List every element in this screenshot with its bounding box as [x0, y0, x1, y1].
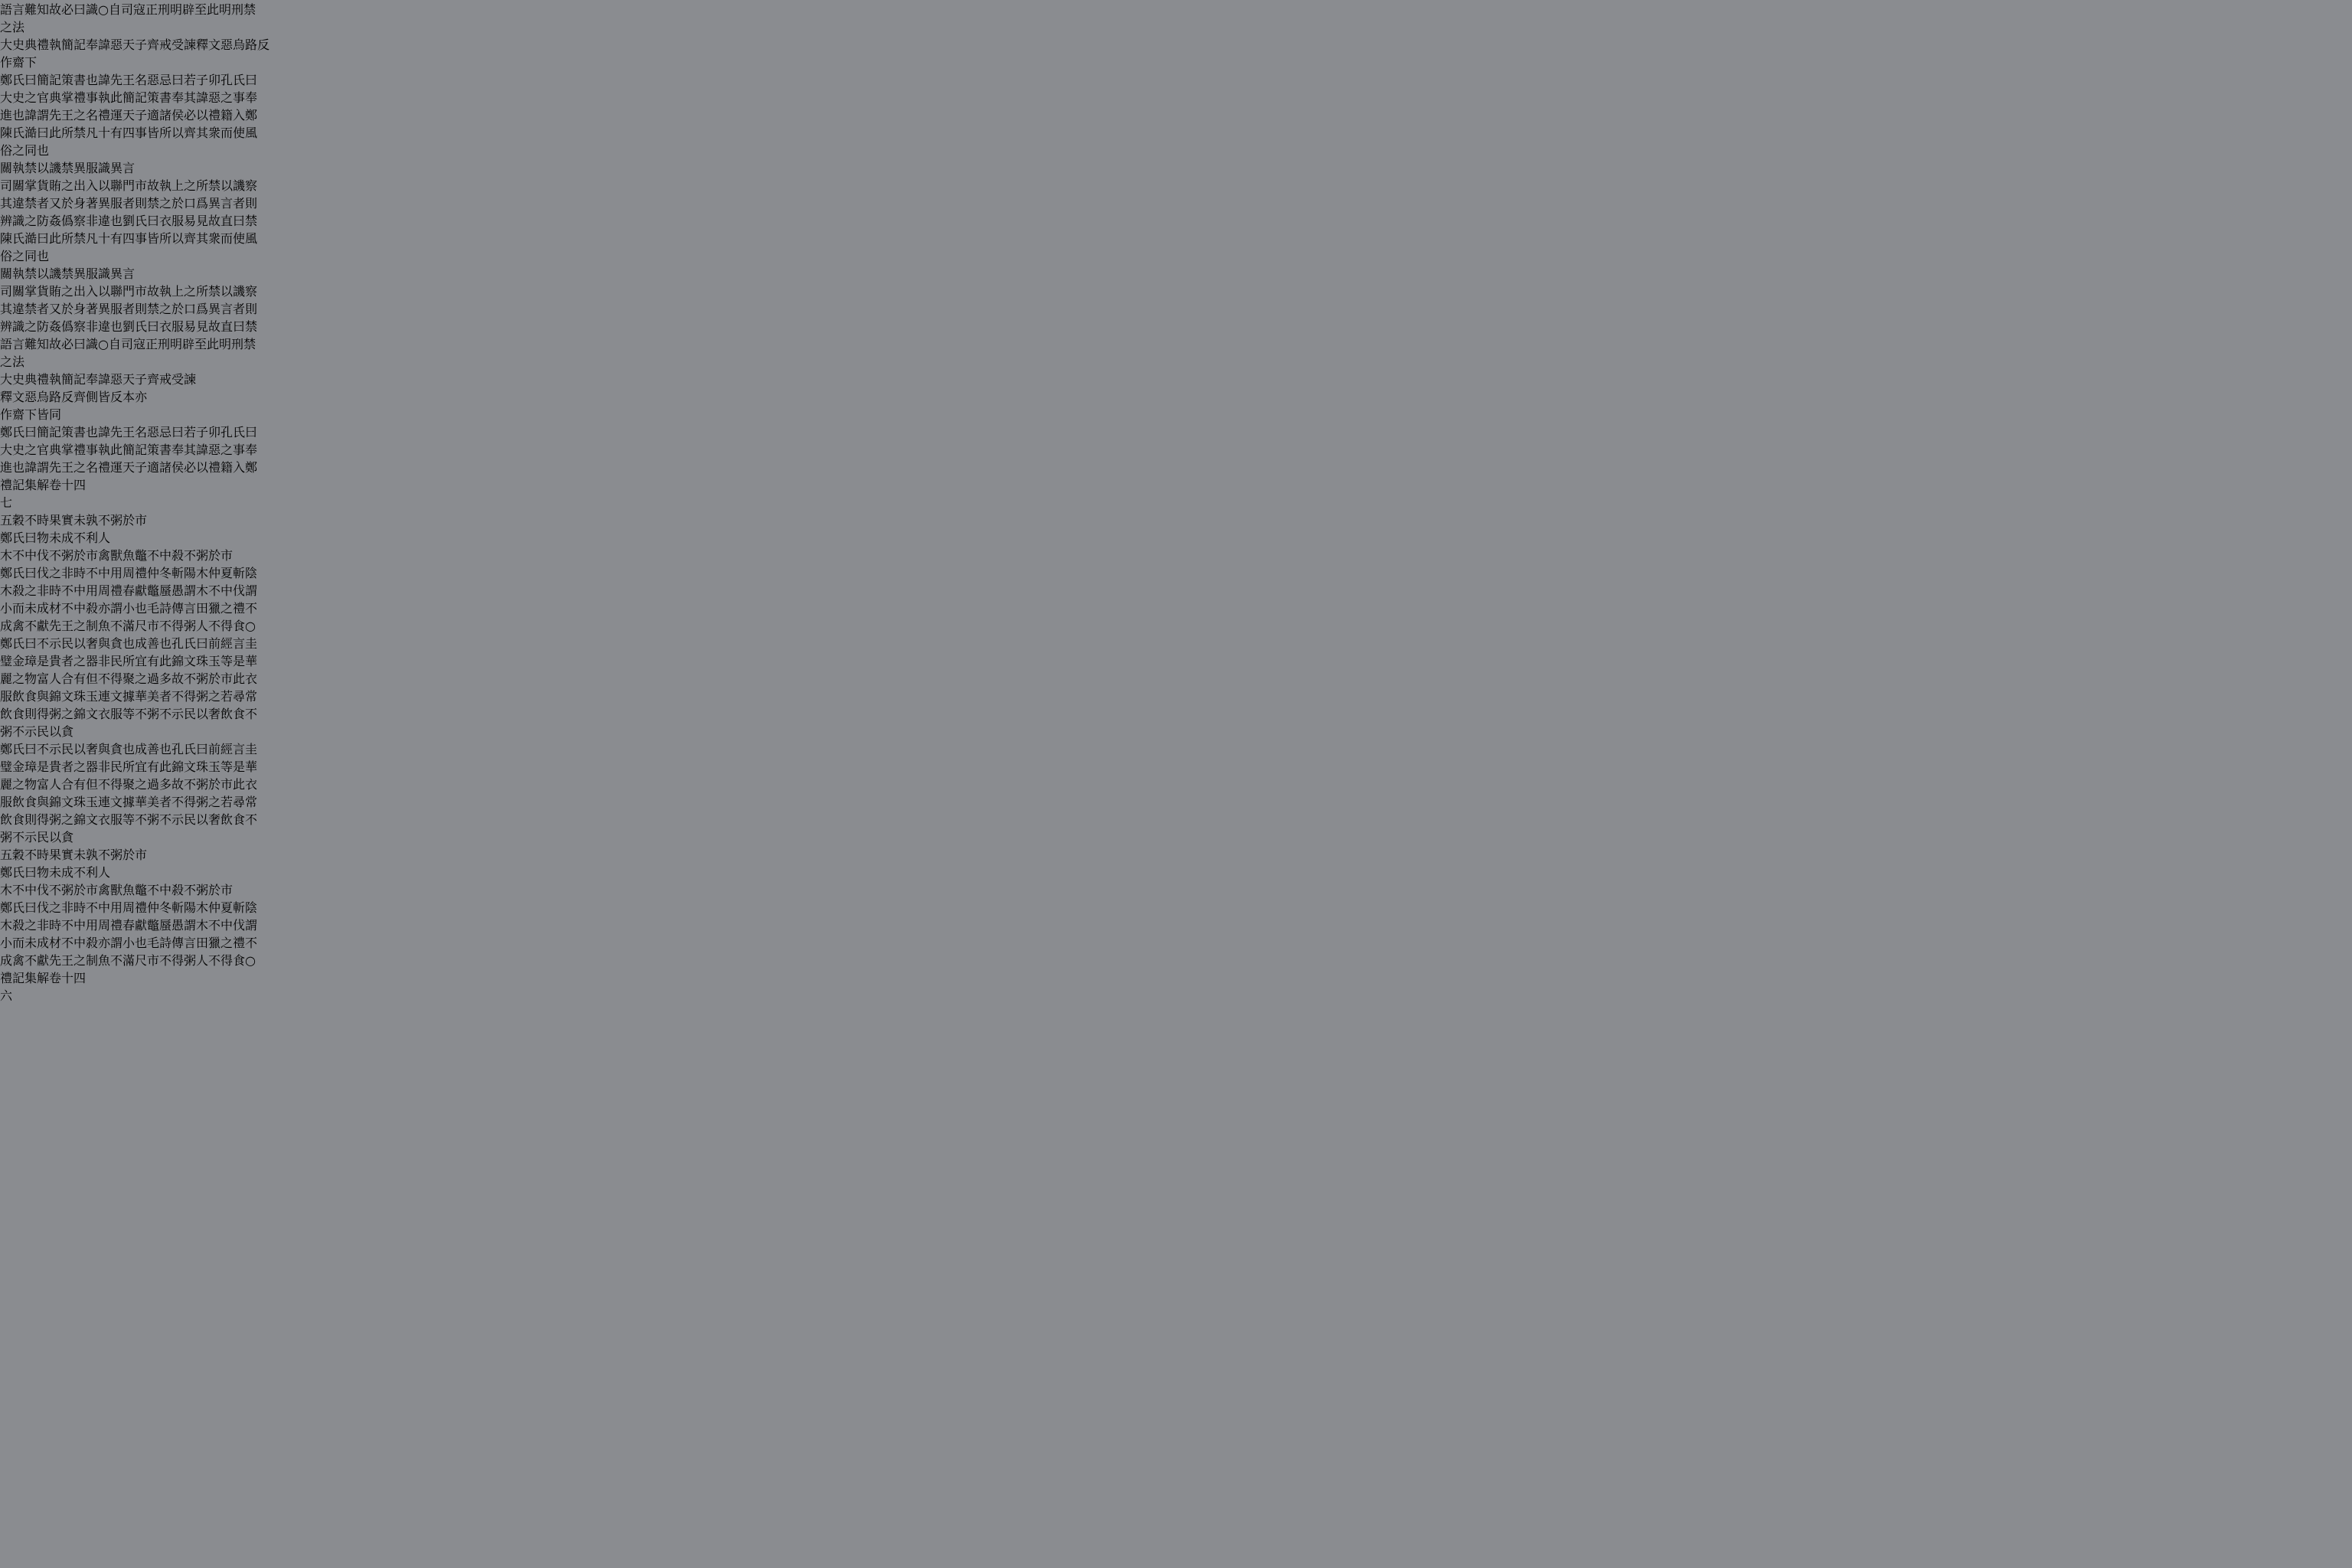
left-page — [0, 0, 2352, 511]
ghost-column: 鄭氏曰伐之非時不中用周禮仲冬斬陽木仲夏斬陰 — [0, 566, 258, 580]
ghost-column: 語言難知故必曰識○自司寇正刑明辟至此明刑禁 — [0, 2, 256, 17]
commentary-text-column: 之法 — [0, 354, 25, 369]
right-banxin — [0, 969, 2352, 1004]
banxin-title: 禮記集解卷十四 — [0, 971, 87, 985]
ghost-column: 關執禁以譏禁異服識異言 — [0, 161, 136, 175]
ghost-column: 木殺之非時不中用周禮春獻鼈蜃愚謂木不中伐謂 — [0, 583, 258, 598]
scripture-text-column: 五穀不時果實未孰不粥於市 — [0, 848, 148, 862]
commentary-text-column: 大史之官典掌禮事執此簡記策書奉其諱惡之事奉 — [0, 443, 258, 457]
commentary-text-column: 璧金璋是貴者之器非民所宜有此錦文珠玉等是華 — [0, 760, 258, 774]
ghost-column: 俗之同也 — [0, 143, 50, 158]
ghost-column: 木不中伐不粥於市禽獸魚鼈不中殺不粥於市 — [0, 548, 234, 563]
commentary-text-column: 鄭氏曰物未成不利人 — [0, 865, 111, 880]
scripture-text-column: 大史典禮執簡記奉諱惡天子齊戒受諫 釋文惡烏路反齊側皆反本亦 — [0, 370, 2352, 405]
ghost-column: 飲食則得粥之錦文衣服等不粥不示民以奢飲食不 — [0, 707, 258, 721]
scripture-text-column: 木不中伐不粥於市禽獸魚鼈不中殺不粥於市 — [0, 883, 234, 897]
folio-number: 七 — [0, 495, 13, 510]
small-double-note — [0, 405, 2352, 423]
commentary-text-column: 鄭氏曰不示民以奢與貪也成善也孔氏曰前經言圭 — [0, 742, 258, 756]
note-sub-column: 作齋下 — [0, 407, 38, 422]
commentary-text-column: 成禽不獻先王之制魚不滿尺市不得粥人不得食○ — [0, 953, 256, 968]
commentary-text-column: 鄭氏曰簡記策書也諱先王名惡忌曰若子卯孔氏曰 — [0, 425, 258, 439]
ghost-column: 鄭氏曰物未成不利人 — [0, 531, 111, 545]
bleed-through-text — [0, 511, 2352, 740]
ghost-column: 麗之物富人合有但不得聚之過多故不粥於市此衣 — [0, 671, 258, 686]
ghost-column: 鄭氏曰不示民以奢與貪也成善也孔氏曰前經言圭 — [0, 636, 258, 651]
commentary-text-column: 飲食則得粥之錦文衣服等不粥不示民以奢飲食不 — [0, 812, 258, 827]
commentary-text-column: 小而未成材不中殺亦謂小也毛詩傳言田獵之禮不 — [0, 936, 258, 950]
ghost-column: 小而未成材不中殺亦謂小也毛詩傳言田獵之禮不 — [0, 601, 258, 616]
note-sub-column: 齊側皆反本亦 — [74, 390, 148, 404]
folio-number: 六 — [0, 988, 13, 1003]
ghost-column: 其違禁者又於身著異服者則禁之於口爲異言者則 — [0, 196, 258, 211]
small-double-note — [0, 387, 2352, 405]
commentary-text-column: 麗之物富人合有但不得聚之過多故不粥於市此衣 — [0, 777, 258, 792]
ghost-column: 鄭氏曰簡記策書也諱先王名惡忌曰若子卯孔氏曰 — [0, 73, 258, 87]
note-sub-column: 釋文惡烏路反 — [0, 390, 74, 404]
ghost-column: 陳氏澔曰此所禁凡十有四事皆所以齊其衆而使風 — [0, 126, 258, 140]
ghost-column: 五穀不時果實未孰不粥於市 — [0, 513, 148, 528]
left-banxin — [0, 475, 2352, 511]
commentary-text-column: 其違禁者又於身著異服者則禁之於口爲異言者則 — [0, 302, 258, 316]
commentary-text-column: 司關掌貨賄之出入以聯門市故執上之所禁以譏察 — [0, 284, 258, 299]
commentary-text-column: 鄭氏曰伐之非時不中用周禮仲冬斬陽木仲夏斬陰 — [0, 900, 258, 915]
banxin-title: 禮記集解卷十四 — [0, 478, 87, 492]
ghost-column: 進也諱謂先王之名禮運天子適諸侯必以禮籍入鄭 — [0, 108, 258, 122]
note-sub-column: 皆同 — [37, 407, 62, 422]
right-page — [0, 511, 2352, 1004]
ghost-column: 粥不示民以貪 — [0, 724, 74, 739]
ghost-column: 司關掌貨賄之出入以聯門市故執上之所禁以譏察 — [0, 178, 258, 193]
commentary-text-column: 服飲食與錦文珠玉連文據華美者不得粥之若尋常 — [0, 795, 258, 809]
ghost-column: 服飲食與錦文珠玉連文據華美者不得粥之若尋常 — [0, 689, 258, 704]
commentary-text-column: 語言難知故必曰識○自司寇正刑明辟至此明刑禁 — [0, 337, 256, 351]
right-text-frame — [0, 511, 2352, 1004]
bleed-through-text — [0, 0, 2352, 229]
right-columns — [0, 740, 2352, 969]
ghost-column: 大史之官典掌禮事執此簡記策書奉其諱惡之事奉 — [0, 90, 258, 105]
ghost-column: 璧金璋是貴者之器非民所宜有此錦文珠玉等是華 — [0, 654, 258, 668]
commentary-text-column: 進也諱謂先王之名禮運天子適諸侯必以禮籍入鄭 — [0, 460, 258, 475]
left-text-frame — [0, 0, 2352, 511]
ghost-column: 辨識之防姦僞察非違也劉氏曰衣服易見故直曰禁 — [0, 214, 258, 228]
ghost-column: 作齋下 — [0, 55, 38, 70]
commentary-text-column: 粥不示民以貪 — [0, 830, 74, 844]
commentary-text-column: 木殺之非時不中用周禮春獻鼈蜃愚謂木不中伐謂 — [0, 918, 258, 933]
ghost-column: 之法 — [0, 20, 25, 34]
ghost-column: 大史典禮執簡記奉諱惡天子齊戒受諫釋文惡烏路反 — [0, 38, 270, 52]
scripture-text-column: 關執禁以譏禁異服識異言 — [0, 266, 136, 281]
commentary-text-column: 俗之同也 — [0, 249, 50, 263]
ghost-column: 成禽不獻先王之制魚不滿尺市不得粥人不得食○ — [0, 619, 256, 633]
commentary-text-column: 陳氏澔曰此所禁凡十有四事皆所以齊其衆而使風 — [0, 231, 258, 246]
commentary-text-column: 辨識之防姦僞察非違也劉氏曰衣服易見故直曰禁 — [0, 319, 258, 334]
left-columns — [0, 229, 2352, 475]
interlinear-note-column — [0, 405, 2352, 423]
